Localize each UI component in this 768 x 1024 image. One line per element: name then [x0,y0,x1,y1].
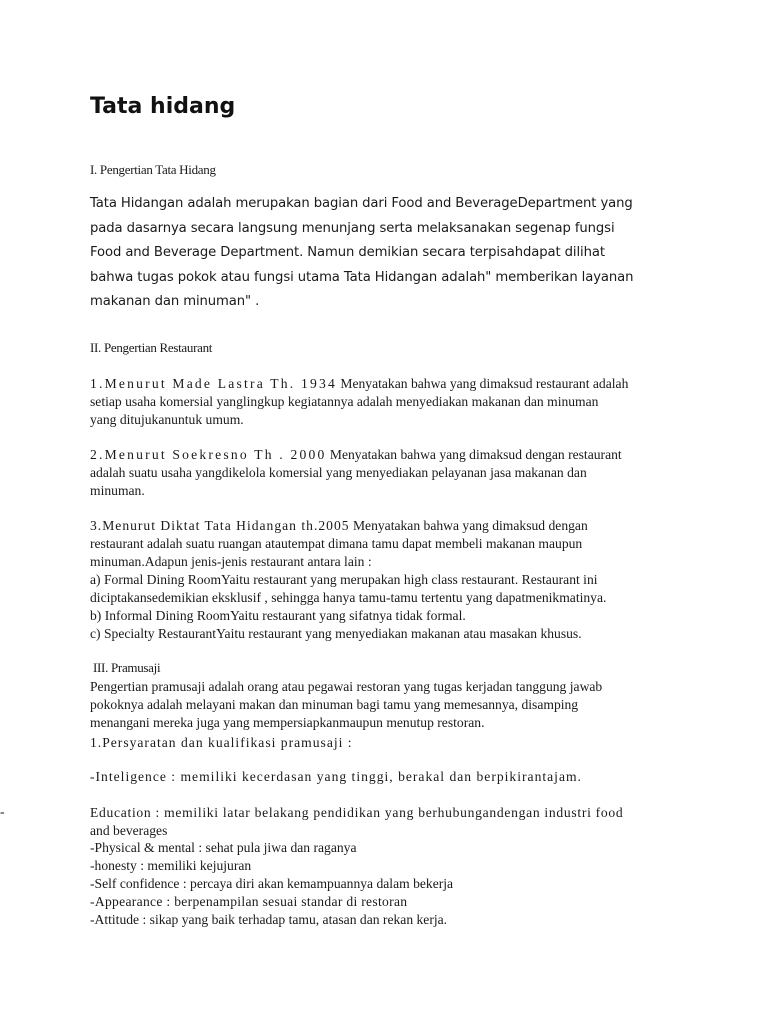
paragraph-line: minuman.Adapun jenis-jenis restaurant antara lain : [90,554,372,569]
paragraph-line: Pengertian pramusaji adalah orang atau pegawai restoran yang tugas kerjadan tanggung jawab [90,679,603,694]
paragraph-line: and beverages [90,823,168,838]
paragraph-line: Food and Beverage Department. Namun demikian secara terpisahdapat dilihat [90,245,605,260]
paragraph-line [90,446,622,464]
list-item: b) Informal Dining RoomYaitu restaurant yang sifatnya tidak formal. [90,608,466,623]
requirement-inteligence: -Inteligence : memiliki kecerdasan yang tinggi, berakal dan berpikirantajam. [90,769,582,784]
paragraph-line: setiap usaha komersial yanglingkup kegiatannya adalah menyediakan makanan dan minuman [90,394,599,409]
paragraph-line: menangani mereka juga yang mempersiapkanmaupun menutup restoran. [90,715,485,730]
requirements-heading: 1.Persyaratan dan kualifikasi pramusaji : [90,735,353,750]
list-item: diciptakansedemikian eksklusif , sehingga hanya tamu-tamu tertentu yang dapatmenikmatinya. [90,590,607,605]
requirements-list [90,839,453,929]
section-1-heading: I. Pengertian Tata Hidang [90,162,216,177]
list-item: c) Specialty RestaurantYaitu restaurant yang menyediakan makanan atau masakan khusus. [90,626,582,641]
paragraph-line [90,375,628,393]
paragraph-line: Education : memiliki latar belakang pendidikan yang berhubunganden‌gan industri food [90,805,624,820]
source-lead: 2.Menurut Soekresno Th . 2000 [90,447,327,462]
list-item: a) Formal Dining RoomYaitu restaurant yang merupakan high class restaurant. Restaurant ini [90,572,598,587]
restaurant-definition-3 [90,517,606,643]
list-item: -Physical & mental : sehat pula jiwa dan raganya [90,840,357,855]
stray-dash: - [0,804,5,819]
paragraph-line: minuman. [90,483,145,498]
paragraph-line: Tata Hidangan adalah merupakan bagian dari Food and BeverageDepartment yang [90,196,633,211]
line-text: Menyatakan bahwa yang dimaksud dengan restaurant [326,447,622,462]
paragraph-line: restaurant adalah suatu ruangan ataut‌empat dimana tamu dapat membeli makanan maupun [90,536,583,551]
list-item: -Attitude : sikap yang baik terhadap tamu, atasan dan rekan kerja. [90,912,448,927]
source-lead: 3.Menurut Diktat Tata Hidangan th.2005 [90,518,350,533]
page-title: Tata hidang [90,94,236,119]
paragraph-line: makanan dan minuman" . [90,294,260,309]
paragraph-line: yang ditujukanuntuk umum. [90,412,244,427]
line-text: Menyatakan bahwa yang dimaksud dengan [349,518,588,533]
list-item: -Self confidence : percaya diri akan kemampuannya dalam bekerja [90,876,454,891]
restaurant-definition-1 [90,375,628,429]
pramusaji-definition [90,678,602,732]
paragraph-line: adalah suatu usaha yangdikelola komersial yang menyediakan pelayanan jasa makanan dan [90,465,587,480]
requirement-education [90,804,623,840]
section-1-paragraph [90,192,633,315]
section-3-heading: III. Pramusaji [93,660,161,675]
section-2-heading: II. Pengertian Restaurant [90,340,213,355]
line-text: Menyatakan bahwa yang dimaksud restaurant adalah [336,376,629,391]
list-item: -honesty : memiliki kejujuran [90,858,252,873]
restaurant-definition-2 [90,446,622,500]
paragraph-line: bahwa tugas pokok atau fungsi utama Tata Hidangan adalah" memberikan layanan [90,269,634,285]
paragraph-line [90,517,606,535]
paragraph-line: pada dasarnya secara langsung menunjang serta melaksanakan segenap fungsi [90,220,615,236]
source-lead: 1.Menurut Made Lastra Th. 1934 [90,376,337,391]
list-item: -Appearance : berpenampilan sesuai standar di restoran [90,894,408,909]
paragraph-line: pokoknya adalah melayani makan dan minuman bagi tamu yang memesannya, disamping [90,697,579,712]
